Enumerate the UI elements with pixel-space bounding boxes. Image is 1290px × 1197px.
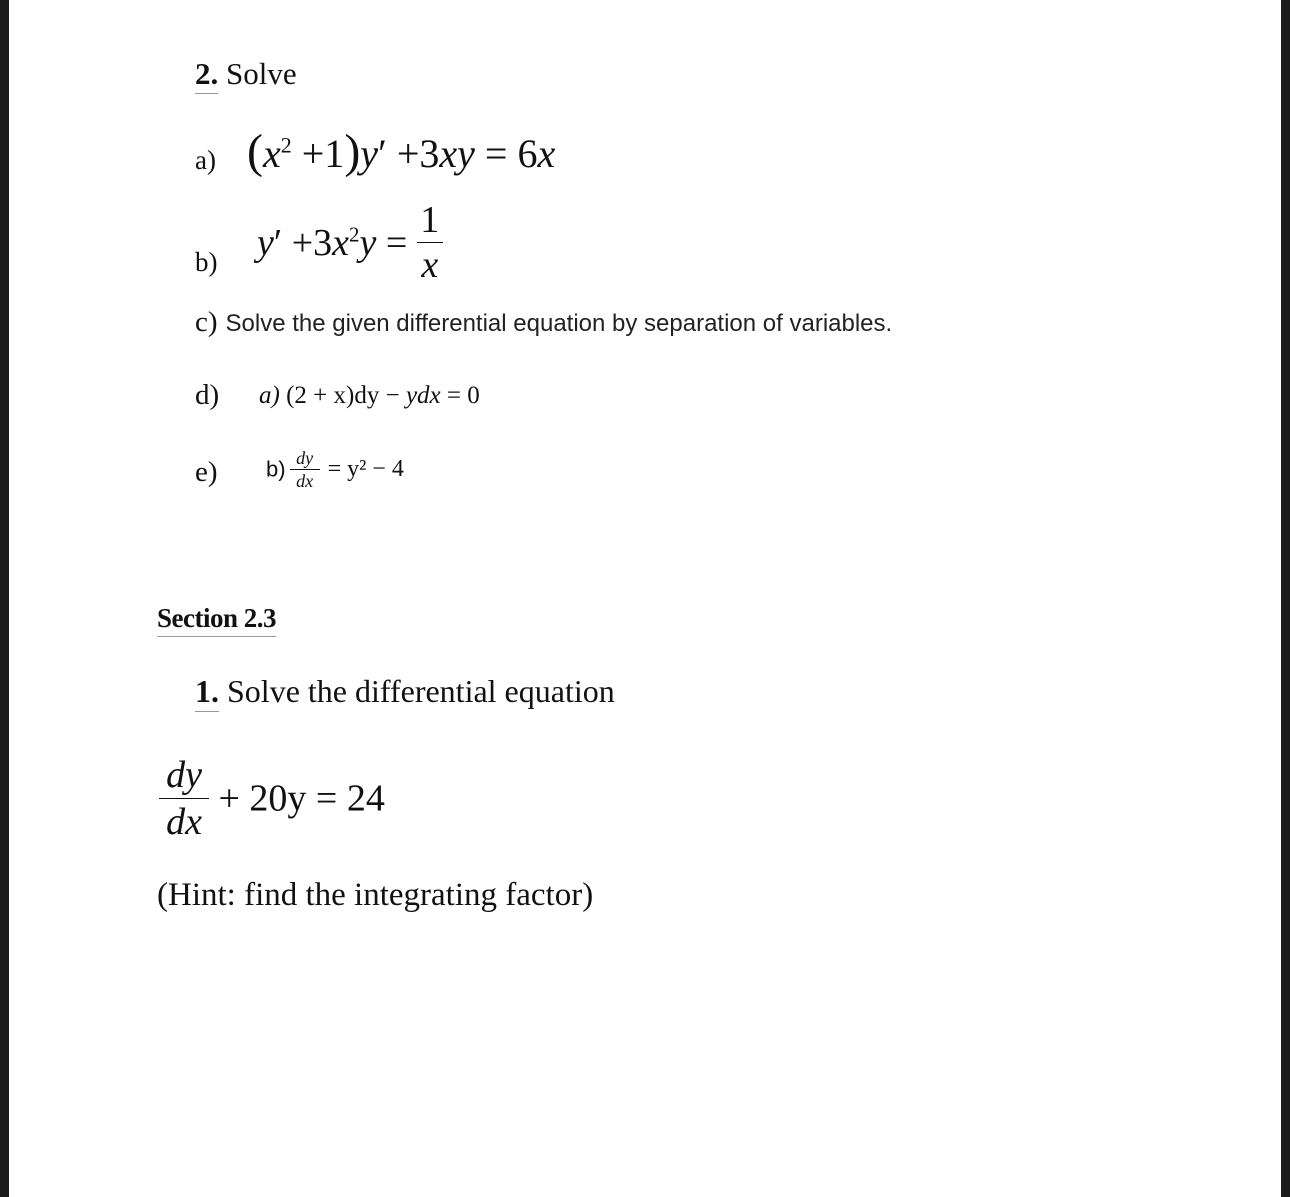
equation-a: $(x^2 +1)y' +3xy = 6x$ [247, 125, 556, 178]
equation-d-rhs: = 0 [440, 382, 480, 409]
problem-1-title: Solve the differential equation [227, 673, 615, 709]
problem-1-hint: (Hint: find the integrating factor) [157, 877, 594, 913]
equation-e-rest: = y² − 4 [327, 456, 404, 482]
equation-b-fraction: $\frac{1}{x}$ [417, 198, 443, 287]
problem-2-heading [195, 56, 297, 92]
problem-1-heading [195, 673, 615, 710]
equation-d-sublabel: a) [259, 382, 280, 409]
equation-e [266, 447, 404, 492]
section-title: Section 2.3 [157, 603, 276, 637]
equation-d-ydx: ydx [405, 382, 441, 409]
item-c-label: c) [195, 306, 218, 338]
problem-1-frac-num: dy [159, 752, 209, 799]
document-page [9, 0, 1281, 1197]
item-b-label: b) [195, 247, 218, 277]
item-c [195, 306, 892, 339]
equation-d [259, 382, 480, 410]
problem-1-fraction [159, 752, 209, 845]
item-d-label: d) [195, 379, 220, 411]
item-a-label: a) [195, 145, 216, 175]
equation-e-frac-den: dx [296, 471, 314, 491]
item-e-label: e) [195, 456, 218, 488]
equation-e-sublabel: b) [266, 456, 286, 482]
equation-e-frac-num: dy [290, 447, 320, 470]
equation-e-fraction [290, 447, 320, 492]
equation-b: $y' +3x^2y$ = $\frac{1}{x}$ [257, 198, 443, 287]
problem-2-title: Solve [226, 56, 297, 91]
equation-d-lhs: (2 + x)dy − [286, 382, 406, 409]
problem-1-number: 1. [195, 673, 219, 712]
problem-1-equation [159, 752, 385, 845]
problem-2-number: 2. [195, 56, 218, 94]
problem-1-equation-rest: + 20y = 24 [218, 777, 385, 820]
item-c-text: Solve the given differential equation by separation of variables. [225, 310, 893, 337]
problem-1-frac-den: dx [166, 801, 202, 843]
